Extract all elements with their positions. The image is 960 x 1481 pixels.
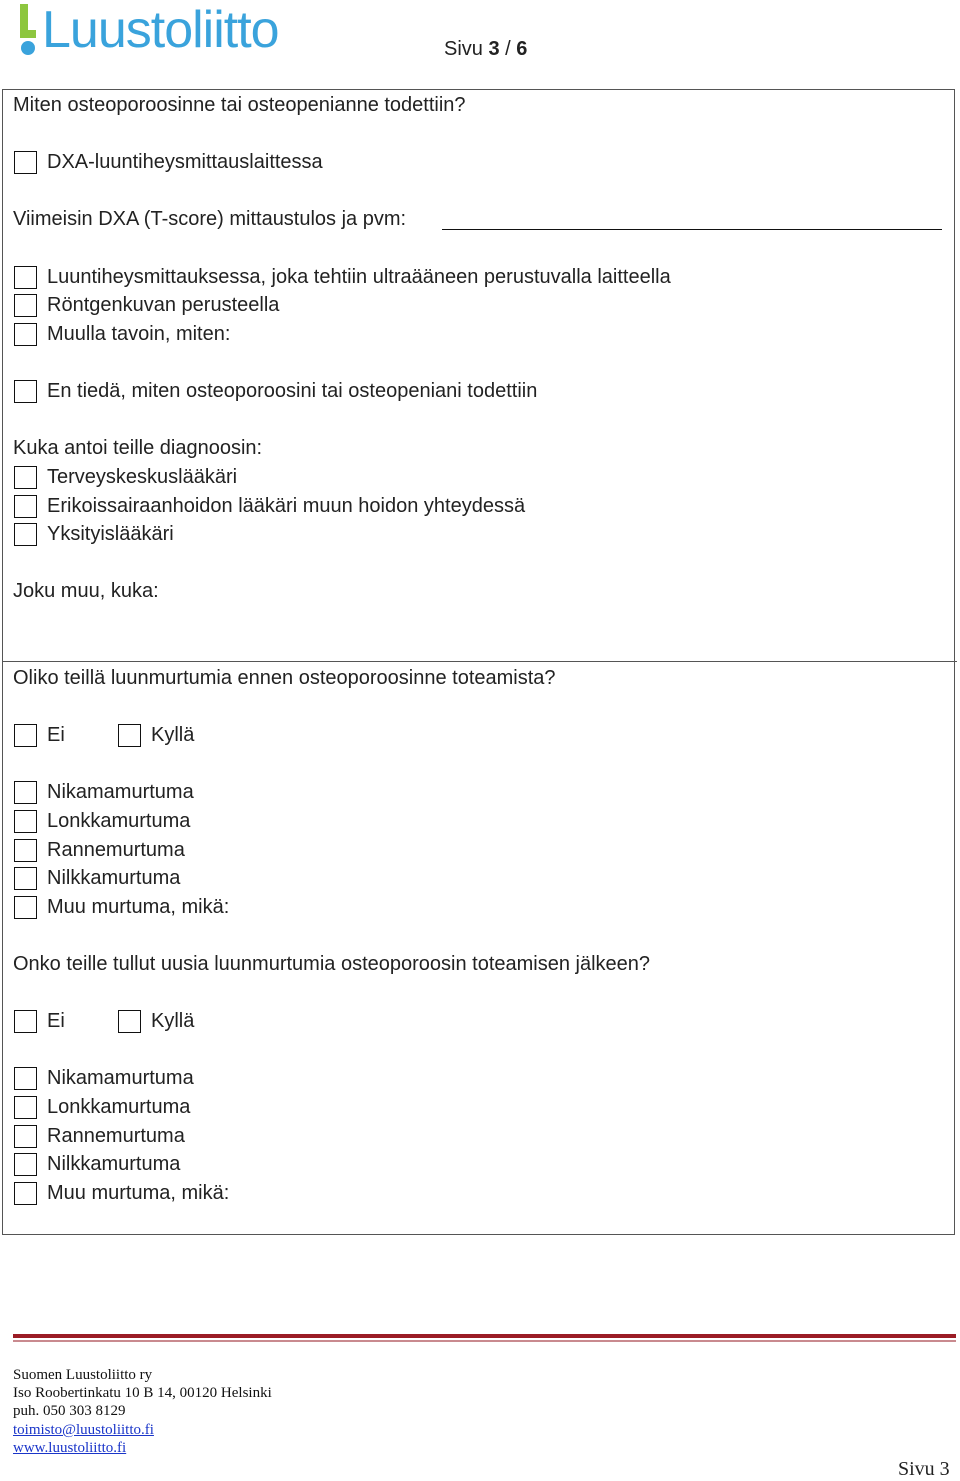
checkbox[interactable]	[14, 294, 37, 317]
form-frame	[2, 89, 955, 1235]
logo-text: Luustoliitto	[42, 1, 279, 59]
option-after-vertebral[interactable]: Nikamamurtuma	[14, 1065, 194, 1091]
option-after-ankle[interactable]: Nilkkamurtuma	[14, 1151, 180, 1177]
checkbox[interactable]	[14, 1182, 37, 1205]
checkbox[interactable]	[14, 867, 37, 890]
checkbox[interactable]	[14, 266, 37, 289]
option-ultrasound[interactable]: Luuntiheysmittauksessa, joka tehtiin ultraääneen perustuvalla laitteella	[14, 264, 671, 290]
option-before-yes[interactable]: Kyllä	[118, 722, 194, 748]
checkbox[interactable]	[14, 323, 37, 346]
option-before-wrist[interactable]: Rannemurtuma	[14, 837, 185, 863]
checkbox[interactable]	[14, 380, 37, 403]
dxa-result-label: Viimeisin DXA (T-score) mittaustulos ja pvm:	[13, 208, 407, 230]
option-after-other[interactable]: Muu murtuma, mikä:	[14, 1180, 229, 1206]
option-before-hip[interactable]: Lonkkamurtuma	[14, 808, 190, 834]
checkbox[interactable]	[14, 781, 37, 804]
option-other-method[interactable]: Muulla tavoin, miten:	[14, 321, 230, 347]
option-before-vertebral[interactable]: Nikamamurtuma	[14, 779, 194, 805]
question-fractures-after: Onko teille tullut uusia luunmurtumia osteoporoosin toteamisen jälkeen?	[13, 953, 651, 975]
footer-org: Suomen Luustoliitto ry	[13, 1367, 153, 1383]
checkbox[interactable]	[14, 724, 37, 747]
checkbox[interactable]	[14, 1096, 37, 1119]
checkbox[interactable]	[14, 1010, 37, 1033]
option-health-center-doctor[interactable]: Terveyskeskuslääkäri	[14, 464, 237, 490]
checkbox[interactable]	[14, 1067, 37, 1090]
question-who-diagnosed: Kuka antoi teille diagnoosin:	[13, 437, 263, 459]
option-before-other[interactable]: Muu murtuma, mikä:	[14, 894, 229, 920]
checkbox[interactable]	[14, 839, 37, 862]
option-dxa[interactable]: DXA-luuntiheysmittauslaittessa	[14, 149, 323, 175]
checkbox[interactable]	[14, 466, 37, 489]
checkbox[interactable]	[14, 523, 37, 546]
checkbox[interactable]	[14, 495, 37, 518]
option-xray[interactable]: Röntgenkuvan perusteella	[14, 292, 279, 318]
checkbox[interactable]	[118, 1010, 141, 1033]
page-number: Sivu 3 / 6	[444, 38, 528, 60]
option-after-no[interactable]: Ei	[14, 1008, 65, 1034]
option-before-ankle[interactable]: Nilkkamurtuma	[14, 865, 180, 891]
checkbox[interactable]	[14, 810, 37, 833]
checkbox[interactable]	[14, 1153, 37, 1176]
footer-email-link[interactable]: toimisto@luustoliitto.fi	[13, 1422, 154, 1438]
question-fractures-before: Oliko teillä luunmurtumia ennen osteoporoosinne toteamista?	[13, 667, 556, 689]
footer-page-number: Sivu 3	[898, 1458, 950, 1480]
option-dont-know[interactable]: En tiedä, miten osteoporoosini tai osteopeniani todettiin	[14, 378, 537, 404]
footer-rule	[13, 1334, 956, 1344]
checkbox[interactable]	[14, 151, 37, 174]
footer-phone: puh. 050 303 8129	[13, 1403, 126, 1419]
checkbox[interactable]	[118, 724, 141, 747]
option-before-no[interactable]: Ei	[14, 722, 65, 748]
option-after-wrist[interactable]: Rannemurtuma	[14, 1123, 185, 1149]
question-diagnosis-method: Miten osteoporoosinne tai osteopenianne todettiin?	[13, 94, 466, 116]
checkbox[interactable]	[14, 896, 37, 919]
footer-address: Iso Roobertinkatu 10 B 14, 00120 Helsinki	[13, 1385, 272, 1401]
option-private-doctor[interactable]: Yksityislääkäri	[14, 521, 174, 547]
logo-mark-icon	[16, 4, 38, 56]
other-who-label: Joku muu, kuka:	[13, 580, 159, 602]
option-specialist-doctor[interactable]: Erikoissairaanhoidon lääkäri muun hoidon yhteydessä	[14, 493, 525, 519]
dxa-result-blank-line[interactable]	[442, 229, 942, 230]
option-after-hip[interactable]: Lonkkamurtuma	[14, 1094, 190, 1120]
footer-web-link[interactable]: www.luustoliitto.fi	[13, 1440, 127, 1456]
checkbox[interactable]	[14, 1125, 37, 1148]
section-divider	[2, 661, 957, 662]
option-after-yes[interactable]: Kyllä	[118, 1008, 194, 1034]
